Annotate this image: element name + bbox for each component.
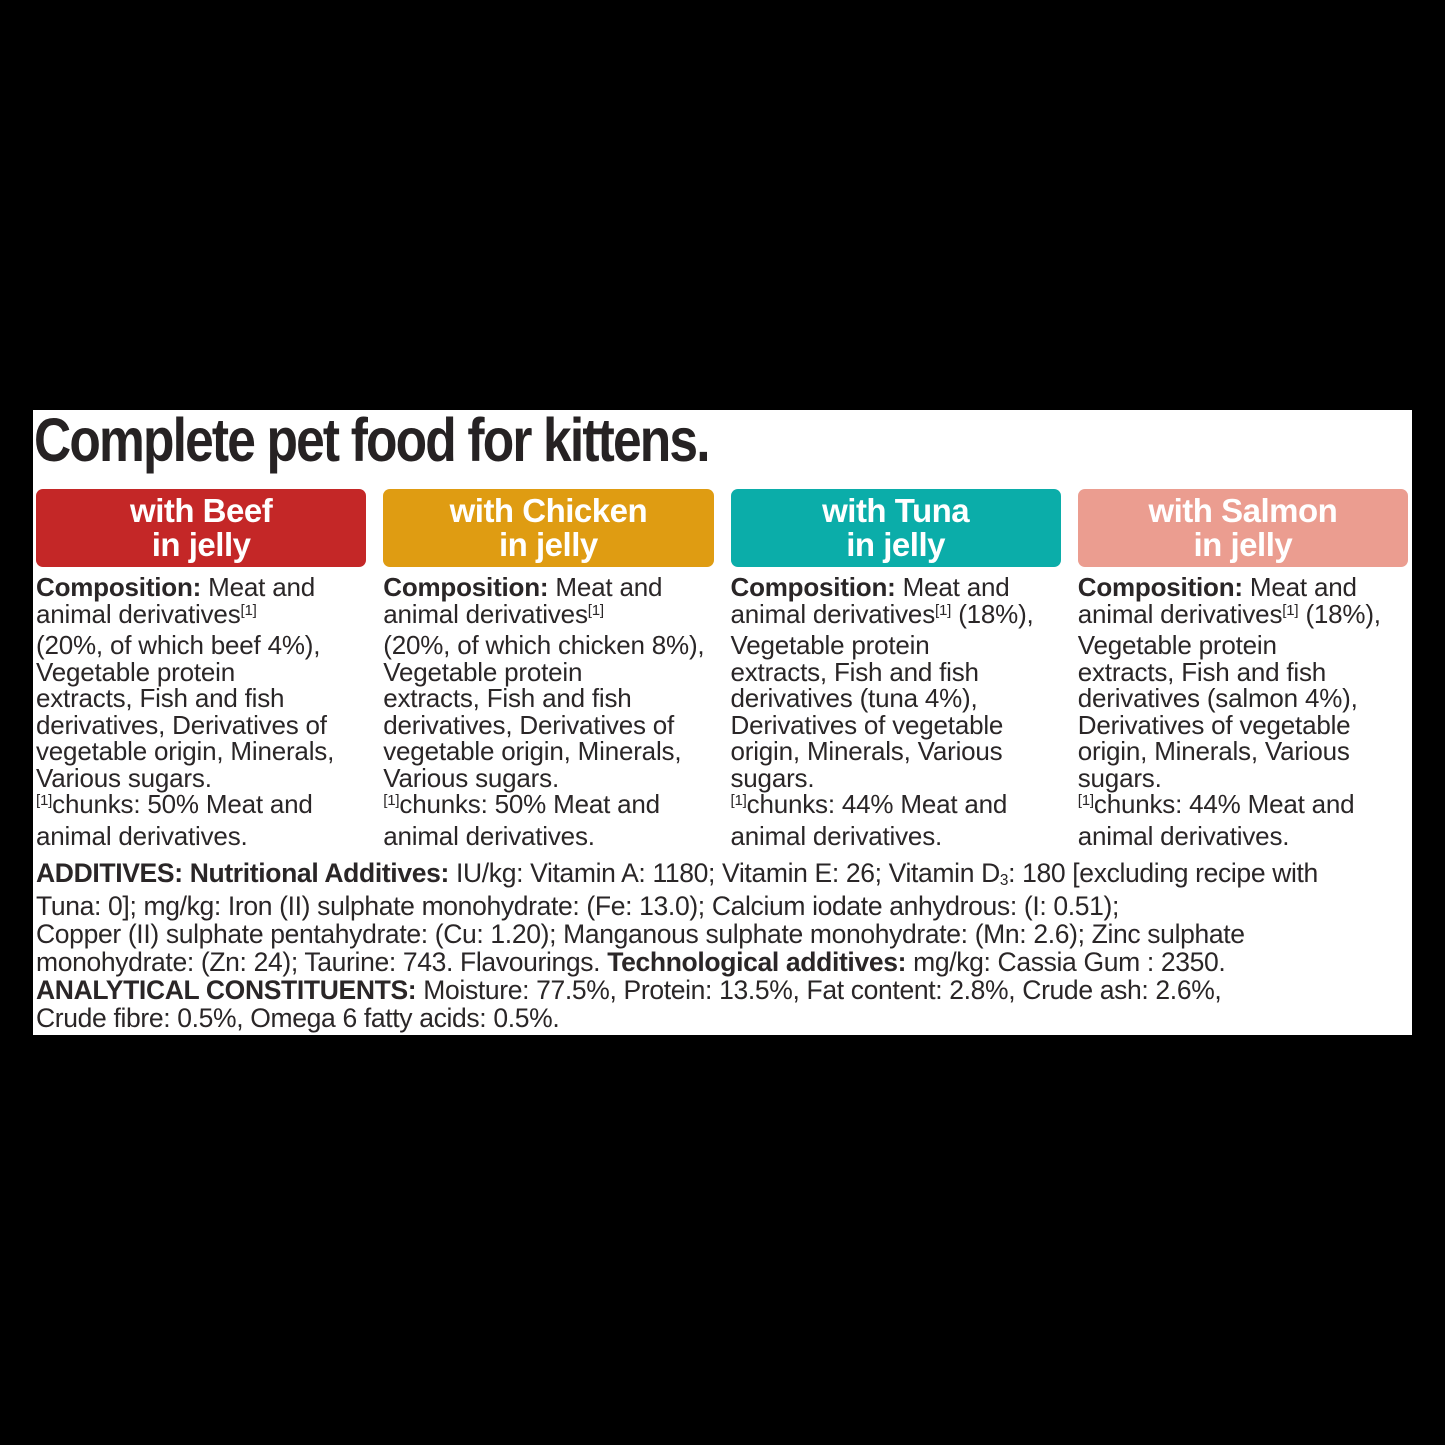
bold-text-segment: Composition:: [1077, 572, 1243, 602]
text-segment: (18%),: [951, 598, 1034, 629]
text-segment: derivatives (salmon 4%),: [1077, 683, 1358, 713]
text-segment: extracts, Fish and fish: [1077, 656, 1327, 687]
composition-line: [383, 598, 713, 633]
flavor-band-label-line: in jelly: [151, 526, 251, 563]
flavor-band-label-line: with Salmon: [1148, 492, 1338, 529]
subscript-text: 3: [999, 871, 1009, 889]
text-segment: chunks: 44% Meat and: [1093, 789, 1355, 819]
text-segment: animal derivatives: [730, 598, 935, 629]
text-segment: Various sugars.: [383, 762, 559, 793]
composition-line: [730, 820, 1061, 851]
text-segment: animal derivatives.: [1077, 820, 1290, 851]
text-segment: mg/kg: Cassia Gum : 2350.: [906, 947, 1226, 977]
superscript-ref: [1]: [383, 792, 400, 810]
composition-column-salmon: [1078, 574, 1408, 849]
text-segment: Various sugars.: [36, 762, 212, 793]
composition-line: [730, 709, 1061, 740]
superscript-ref: [1]: [587, 601, 604, 619]
composition-line: [36, 656, 366, 687]
text-segment: extracts, Fish and fish: [730, 656, 979, 687]
text-segment: : 180 [excluding recipe with: [1008, 858, 1318, 888]
text-segment: monohydrate: (Zn: 24); Taurine: 743. Flavourings.: [36, 947, 608, 977]
composition-line: [731, 685, 1061, 712]
composition-line: [36, 762, 366, 793]
composition-line: [36, 598, 366, 633]
bold-text-segment: ADDITIVES: Nutritional Additives:: [36, 858, 449, 888]
composition-line: [1077, 656, 1408, 687]
composition-line: [731, 574, 1061, 601]
composition-line: [1078, 685, 1408, 712]
text-segment: chunks: 50% Meat and: [399, 789, 660, 819]
composition-line: [383, 738, 713, 765]
bold-text-segment: Technological additives:: [607, 947, 907, 977]
composition-line: [730, 656, 1061, 687]
composition-line: [730, 762, 1061, 793]
text-segment: animal derivatives: [36, 598, 241, 629]
flavor-band-label-line: in jelly: [1193, 526, 1293, 563]
superscript-ref: [1]: [1282, 601, 1299, 619]
composition-line: [36, 685, 366, 712]
flavor-band-beef: [36, 489, 366, 567]
composition-line: [383, 656, 713, 687]
text-segment: vegetable origin, Minerals,: [383, 736, 682, 766]
text-segment: sugars.: [1077, 762, 1162, 793]
text-segment: IU/kg: Vitamin A: 1180; Vitamin E: 26; Vitamin D: [448, 858, 1000, 888]
bold-text-segment: Composition:: [36, 572, 202, 602]
bold-text-segment: Composition:: [383, 572, 549, 602]
text-segment: vegetable origin, Minerals,: [36, 736, 335, 766]
composition-line: [36, 574, 366, 601]
additives-line: [36, 1004, 1412, 1032]
composition-line: [383, 632, 713, 659]
superscript-ref: [1]: [1077, 792, 1094, 810]
superscript-ref: [1]: [730, 792, 747, 810]
flavor-band-tuna: [731, 489, 1061, 567]
flavor-band-label-line: in jelly: [846, 526, 945, 563]
composition-line: [383, 791, 713, 823]
composition-line: [1078, 791, 1408, 823]
composition-columns-row: [36, 574, 1408, 849]
text-segment: (20%, of which chicken 8%),: [383, 630, 705, 660]
text-segment: Vegetable protein: [1077, 630, 1277, 660]
bold-text-segment: Composition:: [730, 572, 896, 602]
text-segment: Derivatives of vegetable: [730, 709, 1004, 740]
text-segment: Crude fibre: 0.5%, Omega 6 fatty acids: 0.5%.: [36, 1003, 560, 1033]
composition-line: [731, 738, 1061, 765]
superscript-ref: [1]: [240, 601, 257, 619]
composition-line: [36, 738, 366, 765]
flavor-band-chicken: [383, 489, 713, 567]
composition-line: [1077, 598, 1408, 633]
composition-line: [1077, 820, 1408, 851]
flavor-band-label-line: with Tuna: [822, 492, 970, 529]
text-segment: Vegetable protein: [36, 656, 235, 687]
composition-line: [1077, 709, 1408, 740]
text-segment: animal derivatives.: [730, 820, 943, 851]
additives-section: [36, 859, 1412, 1032]
text-segment: Vegetable protein: [730, 630, 930, 660]
flavor-band-label-line: in jelly: [499, 526, 598, 563]
text-segment: Meat and: [201, 572, 315, 602]
composition-line: [1078, 632, 1408, 659]
composition-column-chicken: [383, 574, 713, 849]
additives-line: [36, 948, 1412, 976]
composition-line: [1077, 762, 1408, 793]
text-segment: origin, Minerals, Various: [1077, 736, 1350, 766]
text-segment: chunks: 50% Meat and: [52, 789, 313, 819]
text-segment: Tuna: 0]; mg/kg: Iron (II) sulphate monohydrate: (Fe: 13.0); Calcium iodate anhydrous: (I: 0.51);: [36, 891, 1120, 921]
flavor-band-salmon: [1078, 489, 1408, 567]
additives-line: [36, 892, 1412, 920]
superscript-ref: [1]: [935, 601, 952, 619]
text-segment: animal derivatives: [383, 598, 588, 629]
composition-line: [730, 598, 1061, 633]
text-segment: animal derivatives.: [36, 820, 248, 851]
text-segment: Vegetable protein: [383, 656, 583, 687]
text-segment: derivatives, Derivatives of: [36, 709, 327, 740]
label-sheet: [33, 405, 1412, 1035]
text-segment: sugars.: [730, 762, 815, 793]
text-segment: Moisture: 77.5%, Protein: 13.5%, Fat content: 2.8%, Crude ash: 2.6%,: [416, 975, 1222, 1005]
composition-line: [1078, 738, 1408, 765]
composition-line: [36, 791, 366, 823]
composition-line: [36, 709, 366, 740]
composition-line: [383, 820, 713, 851]
text-segment: animal derivatives.: [383, 820, 595, 851]
composition-column-tuna: [731, 574, 1061, 849]
text-segment: (18%),: [1298, 598, 1381, 629]
text-segment: Derivatives of vegetable: [1077, 709, 1351, 740]
composition-column-beef: [36, 574, 366, 849]
text-segment: extracts, Fish and fish: [383, 683, 632, 713]
composition-line: [36, 632, 366, 659]
page-title: Complete pet food for kittens.: [34, 405, 709, 475]
additives-line: [36, 920, 1412, 948]
text-segment: Meat and: [895, 572, 1010, 602]
text-segment: Meat and: [1242, 572, 1357, 602]
flavor-bands-row: [36, 489, 1408, 567]
composition-line: [1078, 574, 1408, 601]
flavor-band-label-line: with Beef: [130, 492, 273, 529]
text-segment: (20%, of which beef 4%),: [36, 630, 321, 660]
composition-line: [383, 762, 713, 793]
bold-text-segment: ANALYTICAL CONSTITUENTS:: [36, 975, 417, 1005]
additives-line: [36, 859, 1412, 892]
flavor-band-label-line: with Chicken: [449, 492, 648, 529]
text-segment: animal derivatives: [1077, 598, 1283, 629]
text-segment: extracts, Fish and fish: [36, 683, 285, 713]
composition-line: [383, 574, 713, 601]
composition-line: [731, 632, 1061, 659]
composition-line: [36, 820, 366, 851]
text-segment: Copper (II) sulphate pentahydrate: (Cu: 1.20); Manganous sulphate monohydrate: (Mn: 2.6); Zinc sulphate: [36, 919, 1245, 949]
text-segment: derivatives (tuna 4%),: [730, 683, 978, 713]
additives-line: [36, 976, 1412, 1004]
superscript-ref: [1]: [36, 792, 53, 810]
text-segment: Meat and: [548, 572, 663, 602]
text-segment: chunks: 44% Meat and: [746, 789, 1008, 819]
composition-line: [731, 791, 1061, 823]
text-segment: derivatives, Derivatives of: [383, 709, 675, 740]
text-segment: origin, Minerals, Various: [730, 736, 1003, 766]
composition-line: [383, 709, 713, 740]
composition-line: [383, 685, 713, 712]
